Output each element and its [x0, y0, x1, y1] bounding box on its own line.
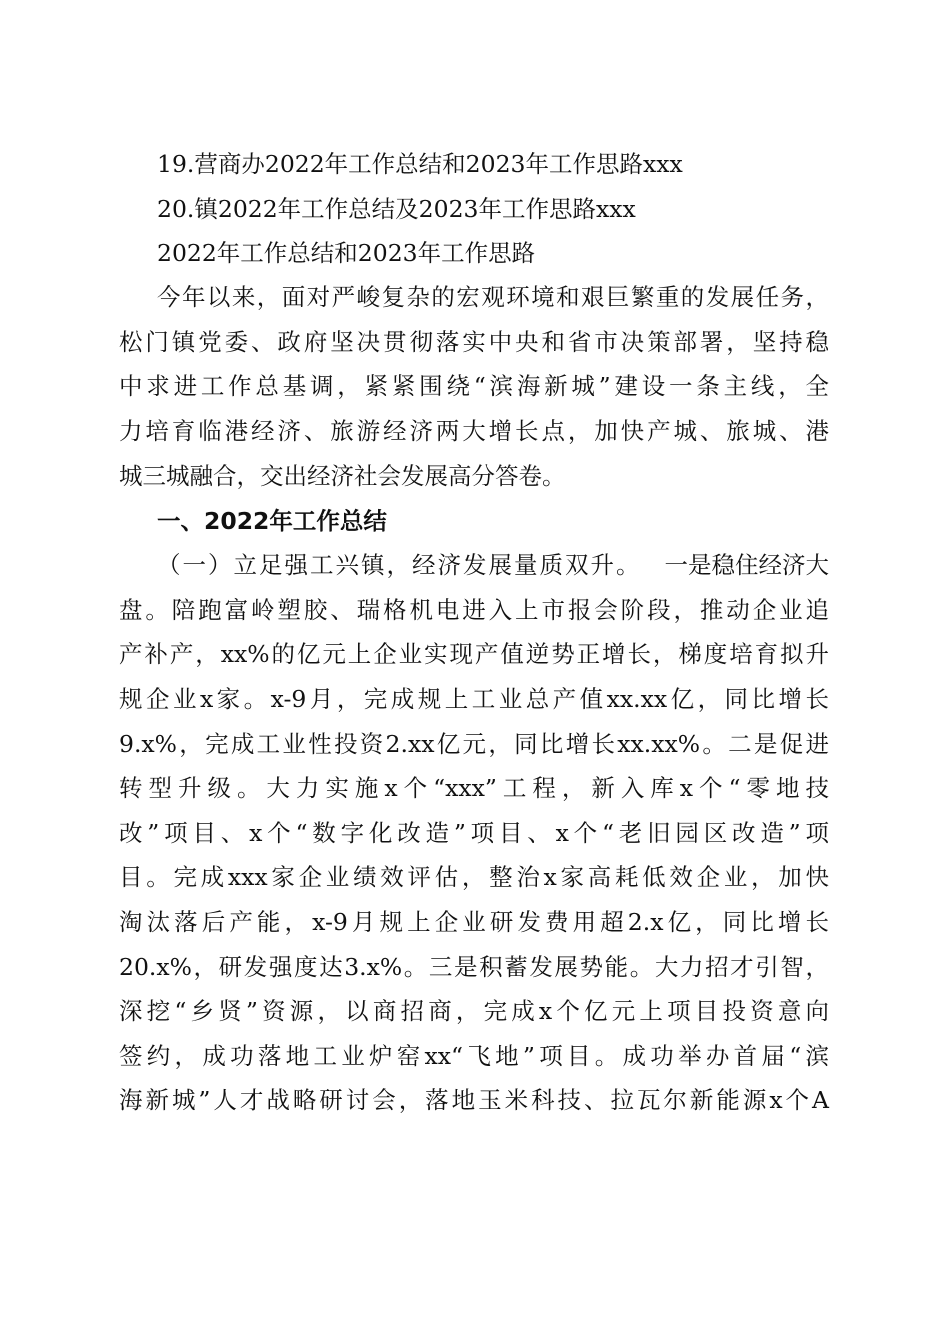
body-line: 目。完成xxx家企业绩效评估，整治x家高耗低效企业，加快 — [119, 863, 829, 891]
body-line: 改”项目、x个“数字化改造”项目、x个“老旧园区改造”项 — [119, 819, 829, 847]
subsection-first-line — [157, 548, 829, 582]
intro-line: 城三城融合，交出经济社会发展高分答卷。 — [119, 462, 566, 490]
intro-line: 松门镇党委、政府坚决贯彻落实中央和省市决策部署，坚持稳 — [119, 328, 829, 356]
list-item-19: 19.营商办2022年工作总结和2023年工作思路xxx — [157, 150, 683, 178]
section-heading: 一、2022年工作总结 — [157, 507, 387, 535]
body-line: 淘汰落后产能，x-9月规上企业研发费用超2.x亿，同比增长 — [119, 908, 829, 936]
body-line: 签约，成功落地工业炉窑xx“飞地”项目。成功举办首届“滨 — [119, 1042, 829, 1070]
body-text-tail: 一是稳住经济大 — [664, 551, 829, 579]
intro-line: 今年以来，面对严峻复杂的宏观环境和艰巨繁重的发展任务， — [157, 283, 829, 311]
intro-line: 中求进工作总基调，紧紧围绕“滨海新城”建设一条主线，全 — [119, 372, 829, 400]
document-title: 2022年工作总结和2023年工作思路 — [157, 239, 536, 267]
body-line: 20.x%，研发强度达3.x%。三是积蓄发展势能。大力招才引智， — [119, 953, 829, 981]
body-line: 海新城”人才战略研讨会，落地玉米科技、拉瓦尔新能源x个A — [119, 1086, 829, 1114]
body-line: 产补产，xx%的亿元上企业实现产值逆势正增长，梯度培育拟升 — [119, 640, 829, 668]
body-line: 转型升级。大力实施x个“xxx”工程，新入库x个“零地技 — [119, 774, 829, 802]
body-line: 盘。陪跑富岭塑胶、瑞格机电进入上市报会阶段，推动企业追 — [119, 596, 829, 624]
body-line: 9.x%，完成工业性投资2.xx亿元，同比增长xx.xx%。二是促进 — [119, 730, 829, 758]
body-line: 规企业x家。x-9月，完成规上工业总产值xx.xx亿，同比增长 — [119, 685, 829, 713]
list-item-20: 20.镇2022年工作总结及2023年工作思路xxx — [157, 195, 636, 223]
intro-line: 力培育临港经济、旅游经济两大增长点，加快产城、旅城、港 — [119, 417, 829, 445]
body-line: 深挖“乡贤”资源，以商招商，完成x个亿元上项目投资意向 — [119, 997, 829, 1025]
subsection-heading: （一）立足强工兴镇，经济发展量质双升。 — [157, 551, 642, 579]
